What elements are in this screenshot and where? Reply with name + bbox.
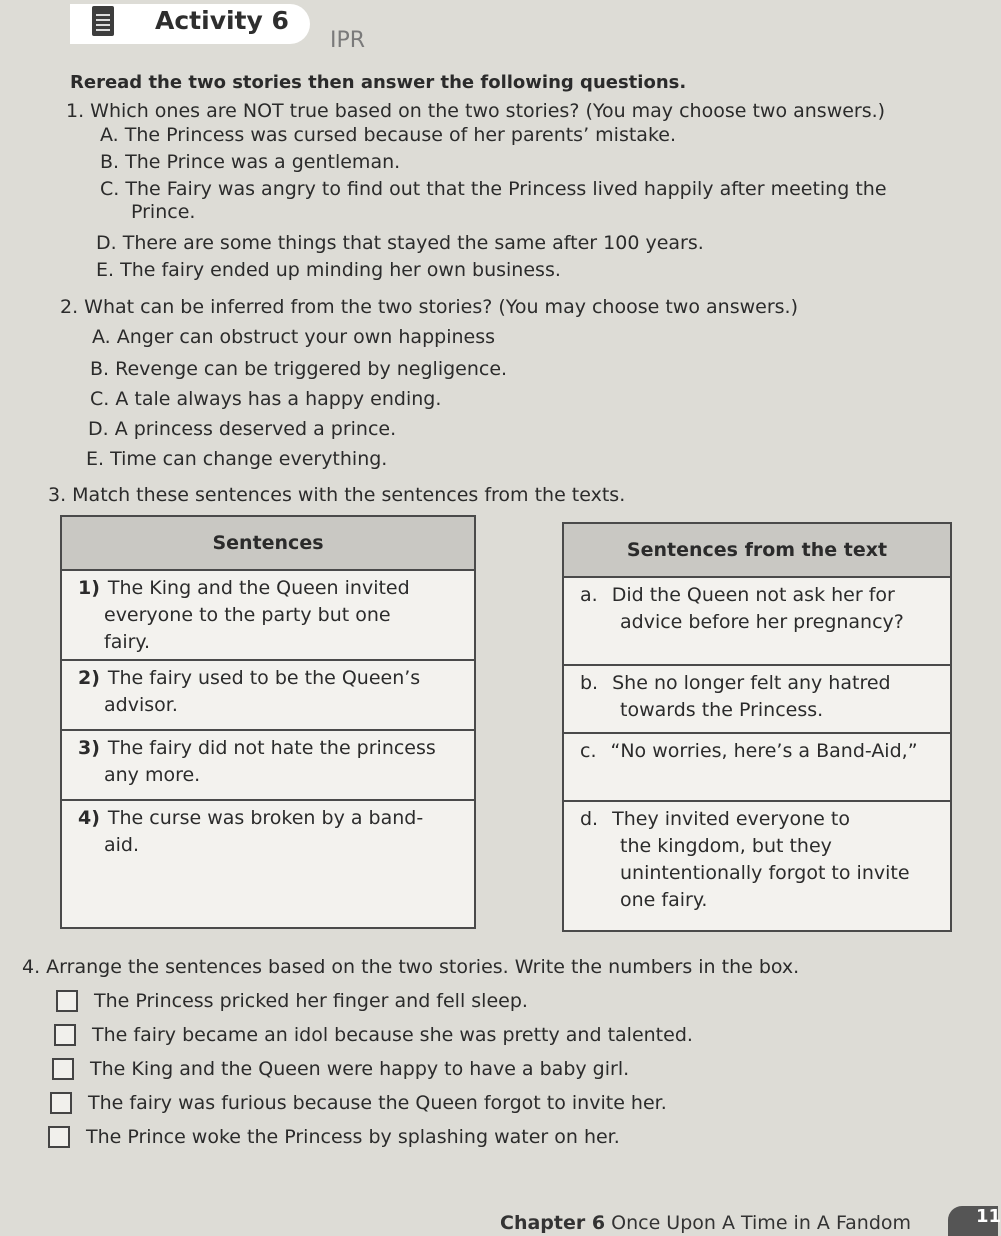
question-2: 2. What can be inferred from the two stories? (You may choose two answers.) <box>60 296 798 318</box>
table-row <box>62 661 474 731</box>
order-box-2[interactable] <box>54 1024 76 1046</box>
table-row <box>564 734 950 802</box>
sentences-table <box>60 515 476 929</box>
row-text: one fairy. <box>620 889 708 911</box>
row-number: 3) <box>78 737 100 759</box>
q2-option-d: D. A princess deserved a prince. <box>88 418 397 440</box>
table-row <box>564 578 950 666</box>
q1-option-e: E. The fairy ended up minding her own business. <box>96 259 561 281</box>
q4-item: The fairy was furious because the Queen forgot to invite her. <box>88 1092 667 1114</box>
order-box-5[interactable] <box>48 1126 70 1148</box>
row-text: “No worries, here’s a Band-Aid,” <box>610 740 918 762</box>
order-box-3[interactable] <box>52 1058 74 1080</box>
text-sentences-table-header: Sentences from the text <box>564 524 950 578</box>
table-row <box>62 731 474 801</box>
q2-option-c: C. A tale always has a happy ending. <box>90 388 442 410</box>
row-text: They invited everyone to <box>612 808 850 830</box>
q1-option-c-cont: Prince. <box>131 201 196 223</box>
table-row <box>564 802 950 930</box>
q4-item: The Prince woke the Princess by splashing water on her. <box>86 1126 620 1148</box>
row-text: The curse was broken by a band- <box>107 807 424 829</box>
q1-option-d: D. There are some things that stayed the same after 100 years. <box>96 232 704 254</box>
q1-option-b: B. The Prince was a gentleman. <box>100 151 401 173</box>
row-number: 2) <box>78 667 100 689</box>
notebook-icon <box>92 6 114 36</box>
row-text: Did the Queen not ask her for <box>611 584 895 606</box>
order-box-4[interactable] <box>50 1092 72 1114</box>
row-number: 4) <box>78 807 100 829</box>
activity-title: Activity 6 <box>155 6 289 35</box>
question-1: 1. Which ones are NOT true based on the two stories? (You may choose two answers.) <box>66 100 886 122</box>
row-text: the kingdom, but they <box>620 835 832 857</box>
table-row <box>564 666 950 734</box>
chapter-title: Once Upon A Time in A Fandom <box>611 1212 912 1234</box>
q2-option-a: A. Anger can obstruct your own happiness <box>92 326 495 348</box>
chapter-footer <box>500 1212 911 1234</box>
row-text: unintentionally forgot to invite <box>620 862 910 884</box>
question-3: 3. Match these sentences with the sentences from the texts. <box>48 484 626 506</box>
q4-item: The fairy became an idol because she was pretty and talented. <box>92 1024 693 1046</box>
row-text: She no longer felt any hatred <box>612 672 891 694</box>
q4-item: The King and the Queen were happy to have a baby girl. <box>90 1058 630 1080</box>
row-text: everyone to the party but one <box>104 604 391 626</box>
row-text: advice before her pregnancy? <box>620 611 904 633</box>
q4-item: The Princess pricked her finger and fell sleep. <box>94 990 528 1012</box>
row-letter: d. <box>580 808 599 830</box>
q1-option-a: A. The Princess was cursed because of her parents’ mistake. <box>100 124 676 146</box>
question-4: 4. Arrange the sentences based on the two stories. Write the numbers in the box. <box>22 956 800 978</box>
row-text: any more. <box>104 764 201 786</box>
row-letter: c. <box>580 740 597 762</box>
instructions: Reread the two stories then answer the following questions. <box>70 72 687 93</box>
row-letter: b. <box>580 672 599 694</box>
text-sentences-table <box>562 522 952 932</box>
row-text: fairy. <box>104 631 150 653</box>
q2-option-e: E. Time can change everything. <box>86 448 388 470</box>
row-number: 1) <box>78 577 100 599</box>
q2-option-b: B. Revenge can be triggered by negligence. <box>90 358 508 380</box>
row-text: The King and the Queen invited <box>107 577 410 599</box>
row-text: towards the Princess. <box>620 699 824 721</box>
table-row <box>62 571 474 661</box>
row-letter: a. <box>580 584 598 606</box>
row-text: The fairy did not hate the princess <box>107 737 436 759</box>
order-box-1[interactable] <box>56 990 78 1012</box>
chapter-label: Chapter 6 <box>500 1212 606 1234</box>
sentences-table-header: Sentences <box>62 517 474 571</box>
row-text: aid. <box>104 834 140 856</box>
q1-option-c: C. The Fairy was angry to find out that the Princess lived happily after meeting the <box>100 178 887 200</box>
row-text: advisor. <box>104 694 178 716</box>
table-row <box>62 801 474 927</box>
row-text: The fairy used to be the Queen’s <box>107 667 421 689</box>
page-number: 11 <box>948 1206 998 1236</box>
handwritten-note: IPR <box>330 28 366 53</box>
